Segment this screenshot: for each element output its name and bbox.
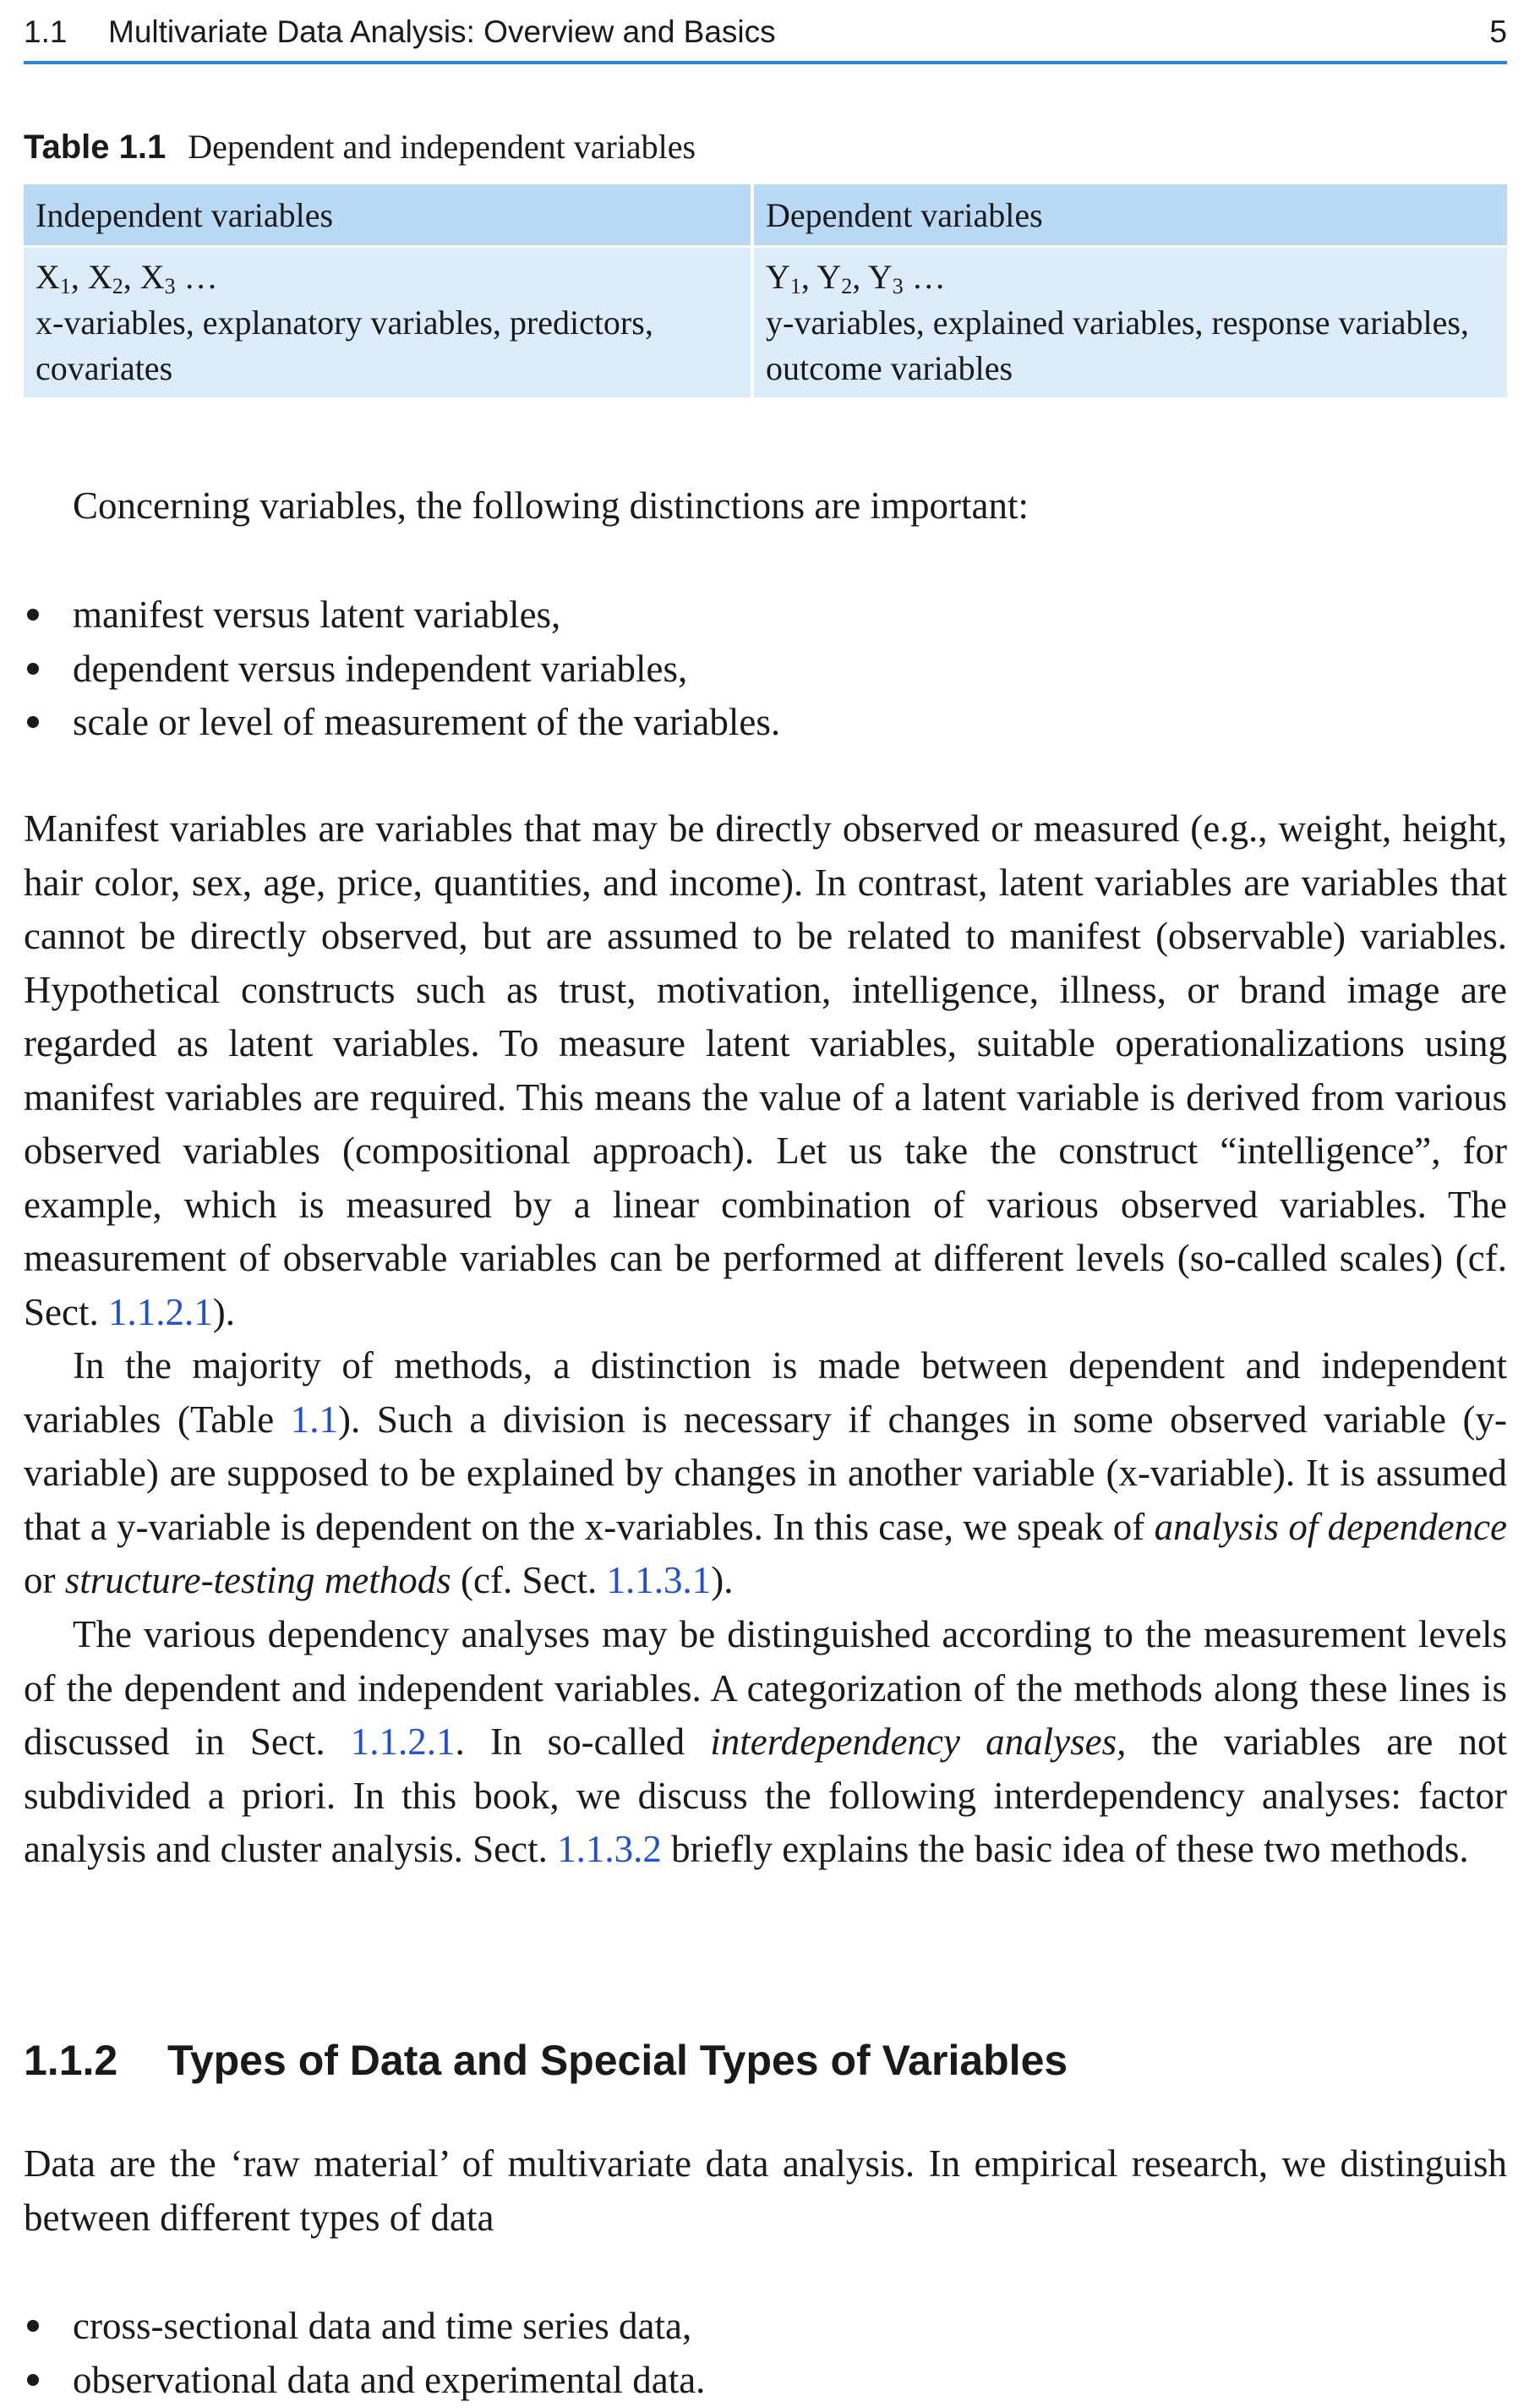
header-section-number: 1.1: [24, 12, 67, 52]
link-sect-1-1-2-1[interactable]: 1.1.2.1: [108, 1291, 213, 1333]
link-sect-1-1-3-2[interactable]: 1.1.3.2: [557, 1828, 662, 1870]
paragraph-interdependency: The various dependency analyses may be distinguished according to the measurement levels of the dependent and independent variables. A categorization of the methods along these lines is discussed in Sect. 1.1.2.1. In so-called interdependency analyses, the variables are not subdivided a priori. In this book, we discuss the following interdependency analyses: factor analysis and cluster analysis. Sect. 1.1.3.2 briefly explains the basic idea of these two methods.: [24, 1608, 1507, 1877]
table-label: Table 1.1: [24, 129, 166, 166]
data-types-list: [24, 2300, 1507, 2407]
distinctions-list: [24, 588, 1507, 750]
bullet-icon: [27, 663, 39, 675]
list-item: dependent versus independent variables,: [24, 643, 1507, 697]
link-table-1-1[interactable]: 1.1: [291, 1398, 338, 1441]
subsection-heading: [24, 2033, 1068, 2087]
subsection-title: Types of Data and Special Types of Variables: [167, 2037, 1068, 2084]
bullet-icon: [27, 609, 39, 621]
header-section-title: Multivariate Data Analysis: Overview and Basics: [108, 12, 776, 52]
running-header: [24, 12, 1507, 64]
list-item: manifest versus latent variables,: [24, 588, 1507, 643]
independent-description: x-variables, explanatory variables, predictors, covariates: [35, 300, 739, 391]
table-body-row: [24, 248, 1507, 397]
independent-cell: [24, 248, 751, 397]
dependent-symbols: $Y_1$, $Y_2$, $Y_3$ …: [766, 254, 1495, 300]
bullet-icon: [27, 2320, 39, 2332]
paragraph-manifest-latent: Manifest variables are variables that may be directly observed or measured (e.g., weight, height, hair color, sex, age, price, quantities, and income). In contrast, latent variables are variables that cannot be directly observed, but are assumed to be related to manifest (observable) variables. Hypothetical constructs such as trust, motivation, intelligence, illness, or brand image are regarded as latent variables. To measure latent variables, suitable operationalizations using manifest variables are required. This means the value of a latent variable is derived from various observed variables (compositional approach). Let us take the construct “intelligence”, for example, which is measured by a linear combination of various observed variables. The measurement of observable variables can be performed at different levels (so-called scales) (cf. Sect. 1.1.2.1).: [24, 802, 1507, 1339]
intro-sentence: Concerning variables, the following distinctions are important:: [24, 479, 1507, 533]
link-sect-1-1-2-1[interactable]: 1.1.2.1: [351, 1720, 456, 1763]
table-caption-text: Dependent and independent variables: [188, 128, 696, 166]
independent-symbols: $X_1$, $X_2$, $X_3$ …: [35, 254, 739, 300]
list-item: scale or level of measurement of the variables.: [24, 696, 1507, 750]
paragraph-data-types: Data are the ‘raw material’ of multivariate data analysis. In empirical research, we distinguish between different types of data: [24, 2137, 1507, 2245]
header-dependent: Dependent variables: [754, 184, 1507, 245]
list-item: observational data and experimental data.: [24, 2354, 1507, 2407]
variables-table: [24, 184, 1507, 397]
table-header-row: [24, 184, 1507, 245]
subsection-number: 1.1.2: [24, 2033, 167, 2087]
paragraph-dependence: In the majority of methods, a distinction is made between dependent and independent variables (Table 1.1). Such a division is necessary if changes in some observed variable (y-variable) are supposed to be explained by changes in another variable (x-variable). It is assumed that a y-variable is dependent on the x-variables. In this case, we speak of analysis of dependence or structure-testing methods (cf. Sect. 1.1.3.1).: [24, 1339, 1507, 1608]
dependent-cell: [754, 248, 1507, 397]
header-independent: Independent variables: [24, 184, 751, 245]
page-number: 5: [1489, 12, 1507, 52]
bullet-icon: [27, 716, 39, 728]
list-item: cross-sectional data and time series data,: [24, 2300, 1507, 2354]
table-caption: [24, 125, 696, 169]
bullet-icon: [27, 2374, 39, 2386]
dependent-description: y-variables, explained variables, response variables, outcome variables: [766, 300, 1495, 391]
link-sect-1-1-3-1[interactable]: 1.1.3.1: [606, 1559, 711, 1601]
